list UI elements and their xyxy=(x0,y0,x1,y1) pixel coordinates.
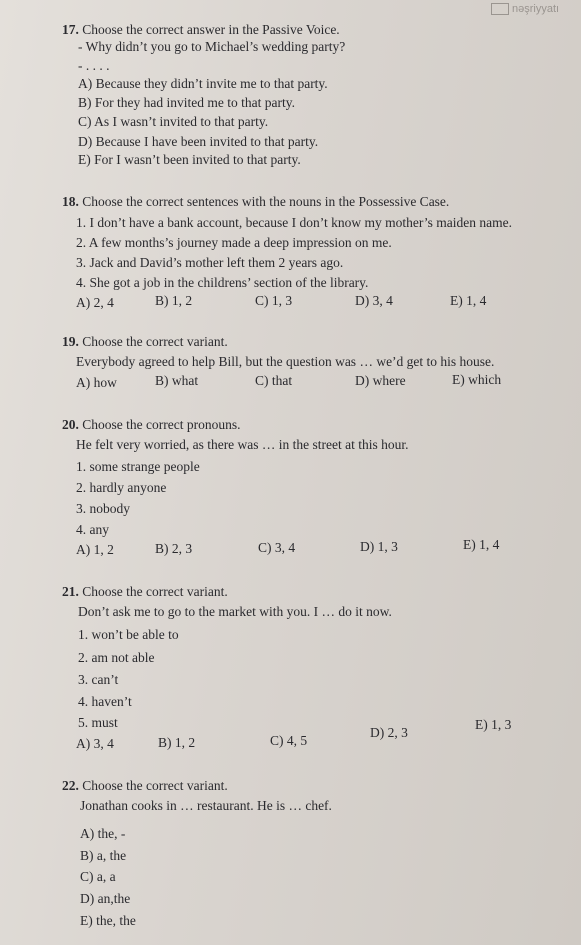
q19-answer-b[interactable]: B) what xyxy=(155,373,199,388)
q22-title-text: Choose the correct variant. xyxy=(82,778,228,793)
q19-answer-a[interactable]: A) how xyxy=(76,375,117,390)
publisher-stamp-text: nəşriyyatı xyxy=(512,3,560,15)
q21-number: 21. xyxy=(62,584,79,599)
q18-sentence-1: 1. I don’t have a bank account, because I don’t know my mother’s maiden name. xyxy=(76,215,513,230)
q19-number: 19. xyxy=(62,334,79,349)
q21-item-4: 4. haven’t xyxy=(78,694,132,709)
q19-answer-d[interactable]: D) where xyxy=(355,373,406,388)
q18-sentence-2: 2. A few months’s journey made a deep impression on me. xyxy=(76,235,392,250)
q21-prompt: Don’t ask me to go to the market with you. I … do it now. xyxy=(78,604,392,619)
q21-item-2: 2. am not able xyxy=(78,650,155,665)
q20-answer-d[interactable]: D) 1, 3 xyxy=(360,539,398,554)
q18-title xyxy=(62,194,449,210)
q22-option-c[interactable]: C) a, a xyxy=(80,869,116,884)
q21-item-5: 5. must xyxy=(78,715,118,730)
q22-option-e[interactable]: E) the, the xyxy=(80,913,136,928)
q20-title-text: Choose the correct pronouns. xyxy=(82,417,241,432)
q21-item-1: 1. won’t be able to xyxy=(78,627,179,642)
q20-title xyxy=(62,417,240,433)
q20-item-2: 2. hardly anyone xyxy=(76,480,167,495)
q18-sentence-4: 4. She got a job in the childrens’ section of the library. xyxy=(76,275,369,290)
q21-answer-c[interactable]: C) 4, 5 xyxy=(270,733,308,748)
q22-option-d[interactable]: D) an,the xyxy=(80,891,131,906)
q18-answer-e[interactable]: E) 1, 4 xyxy=(450,293,487,308)
q19-answer-c[interactable]: C) that xyxy=(255,373,293,388)
q18-number: 18. xyxy=(62,194,79,209)
q19-prompt: Everybody agreed to help Bill, but the question was … we’d get to his house. xyxy=(76,354,495,369)
q20-answer-e[interactable]: E) 1, 4 xyxy=(463,537,500,552)
q17-option-a[interactable]: A) Because they didn’t invite me to that party. xyxy=(78,76,328,91)
q22-option-a[interactable]: A) the, - xyxy=(80,826,126,841)
q22-prompt: Jonathan cooks in … restaurant. He is … chef. xyxy=(80,798,332,813)
q21-answer-e[interactable]: E) 1, 3 xyxy=(475,717,512,732)
q17-number: 17. xyxy=(62,22,79,37)
q20-item-1: 1. some strange people xyxy=(76,459,200,474)
q18-answer-b[interactable]: B) 1, 2 xyxy=(155,293,193,308)
q18-answer-c[interactable]: C) 1, 3 xyxy=(255,293,293,308)
q17-option-e[interactable]: E) For I wasn’t been invited to that party. xyxy=(78,152,301,167)
q20-answer-a[interactable]: A) 1, 2 xyxy=(76,542,114,557)
publisher-logo-icon xyxy=(491,3,509,15)
q17-option-d[interactable]: D) Because I have been invited to that party. xyxy=(78,134,319,149)
q20-answer-b[interactable]: B) 2, 3 xyxy=(155,541,193,556)
publisher-stamp xyxy=(487,0,581,18)
q22-title xyxy=(62,778,228,794)
q22-number: 22. xyxy=(62,778,79,793)
q17-title-text: Choose the correct answer in the Passive Voice. xyxy=(82,22,340,37)
q18-answer-a[interactable]: A) 2, 4 xyxy=(76,295,114,310)
q18-title-text: Choose the correct sentences with the nouns in the Possessive Case. xyxy=(82,194,450,209)
q20-answer-c[interactable]: C) 3, 4 xyxy=(258,540,296,555)
q17-prompt: - Why didn’t you go to Michael’s wedding party? xyxy=(78,39,346,54)
q17-dash: - . . . . xyxy=(78,58,110,73)
q19-title xyxy=(62,334,228,350)
q20-item-3: 3. nobody xyxy=(76,501,130,516)
q19-title-text: Choose the correct variant. xyxy=(82,334,228,349)
q21-title xyxy=(62,584,228,600)
q21-title-text: Choose the correct variant. xyxy=(82,584,228,599)
q18-sentence-3: 3. Jack and David’s mother left them 2 years ago. xyxy=(76,255,344,270)
q18-answer-d[interactable]: D) 3, 4 xyxy=(355,293,393,308)
q21-item-3: 3. can’t xyxy=(78,672,119,687)
q21-answer-d[interactable]: D) 2, 3 xyxy=(370,725,408,740)
q20-number: 20. xyxy=(62,417,79,432)
q20-prompt: He felt very worried, as there was … in the street at this hour. xyxy=(76,437,409,452)
q17-option-c[interactable]: C) As I wasn’t invited to that party. xyxy=(78,114,269,129)
q17-title xyxy=(62,22,340,38)
q17-option-b[interactable]: B) For they had invited me to that party. xyxy=(78,95,295,110)
q22-option-b[interactable]: B) a, the xyxy=(80,848,127,863)
q20-item-4: 4. any xyxy=(76,522,109,537)
q21-answer-b[interactable]: B) 1, 2 xyxy=(158,735,196,750)
q21-answer-a[interactable]: A) 3, 4 xyxy=(76,736,114,751)
q19-answer-e[interactable]: E) which xyxy=(452,372,502,387)
